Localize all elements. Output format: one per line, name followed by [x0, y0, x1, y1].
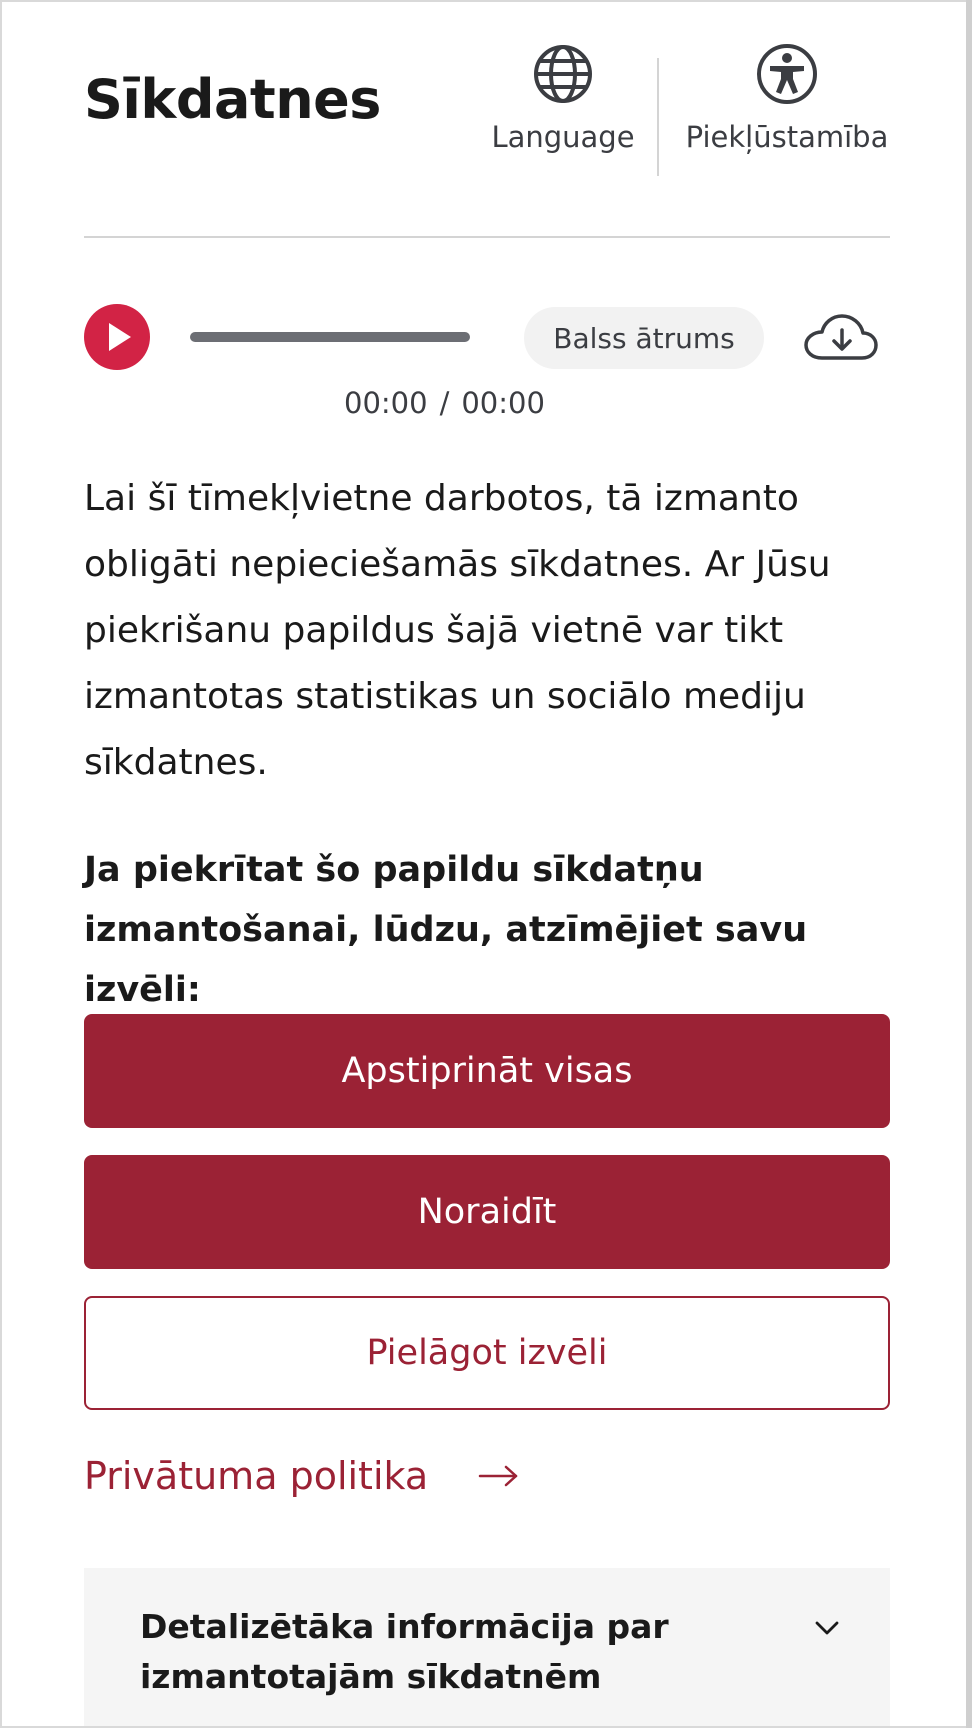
dialog-content	[84, 2, 890, 1726]
customize-button[interactable]: Pielāgot izvēli	[84, 1296, 890, 1410]
language-button[interactable]	[484, 42, 642, 154]
dialog-title: Sīkdatnes	[84, 68, 381, 131]
globe-icon	[531, 42, 595, 106]
accessibility-label: Piekļūstamība	[685, 120, 889, 154]
chevron-down-icon	[814, 1620, 840, 1636]
time-separator: /	[439, 386, 450, 420]
play-button[interactable]	[84, 304, 150, 370]
details-title: Detalizētāka informācija par izmantotajām sīkdatnēm	[140, 1607, 669, 1696]
privacy-policy-label: Privātuma politika	[84, 1454, 429, 1498]
play-icon	[109, 323, 131, 351]
arrow-right-icon	[478, 1464, 520, 1488]
cookie-details-accordion[interactable]	[84, 1568, 890, 1726]
scrollbar[interactable]	[966, 0, 972, 1728]
language-label: Language	[491, 120, 635, 154]
privacy-policy-link[interactable]	[84, 1454, 520, 1498]
consent-question: Ja piekrītat šo papildu sīkdatņu izmantošanai, lūdzu, atzīmējiet savu izvēli:	[84, 850, 808, 1010]
cookie-dialog	[2, 2, 966, 1726]
header-divider	[657, 58, 659, 176]
accept-all-button[interactable]: Apstiprināt visas	[84, 1014, 890, 1128]
current-time: 00:00	[344, 386, 428, 420]
reject-button[interactable]: Noraidīt	[84, 1155, 890, 1269]
header-separator	[84, 236, 890, 238]
intro-text: Lai šī tīmekļvietne darbotos, tā izmanto obligāti nepieciešamās sīkdatnes. Ar Jūsu piekrišanu papildus šajā vietnē var tikt izmantotas statistikas un sociālo mediju sīkdatnes.	[84, 478, 831, 783]
audio-player	[84, 304, 890, 424]
cloud-download-icon[interactable]	[802, 312, 878, 364]
audio-time	[344, 386, 545, 420]
accessibility-icon	[755, 42, 819, 106]
dialog-header	[84, 42, 890, 182]
total-time: 00:00	[461, 386, 545, 420]
accessibility-button[interactable]	[684, 42, 890, 154]
audio-progress-bar[interactable]	[190, 332, 470, 342]
voice-speed-button[interactable]: Balss ātrums	[524, 307, 764, 369]
